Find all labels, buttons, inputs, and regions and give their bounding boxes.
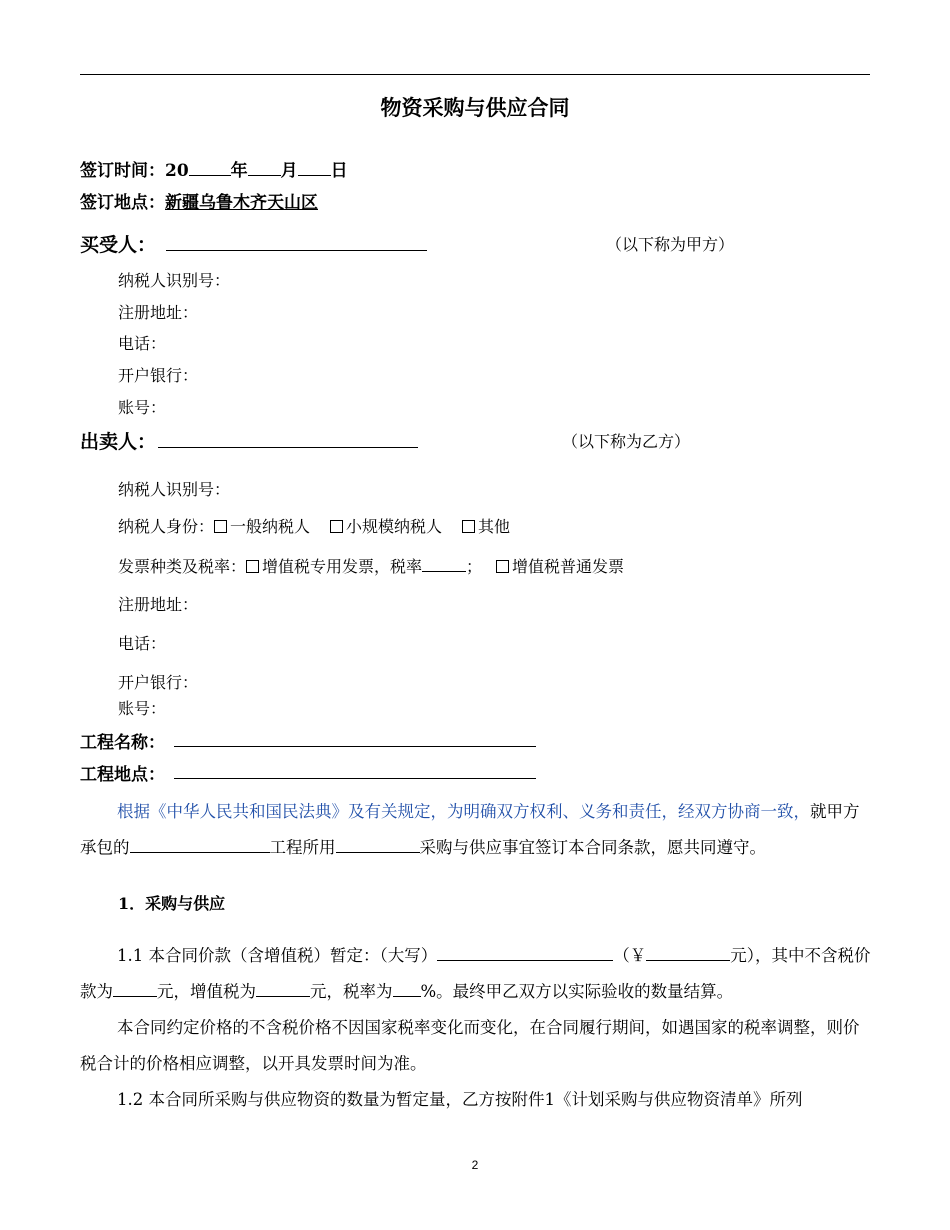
small-taxpayer-label: 小规模纳税人: [346, 517, 443, 536]
clause-1-1-text3: 元），其中不含税价款为: [80, 946, 871, 1001]
sign-place-value: 新疆乌鲁木齐天山区: [165, 193, 318, 213]
sign-place-line: [80, 188, 318, 213]
vat-special-invoice-label: 增值税专用发票，税率: [262, 557, 423, 576]
seller-invoice-type: [118, 553, 624, 577]
sign-year-prefix: 20: [165, 161, 189, 181]
seller-alias: （以下称为乙方）: [562, 432, 691, 451]
general-taxpayer-label: 一般纳税人: [230, 517, 311, 536]
buyer-taxpayer-id: 纳税人识别号：: [118, 271, 231, 290]
clause-1-1-text6: %。最终甲乙双方以实际验收的数量结算。: [420, 982, 734, 1001]
small-taxpayer-checkbox[interactable]: [330, 520, 343, 533]
preamble-legal-basis: 根据《中华人民共和国民法典》及有关规定，为明确双方权利、义务和责任，经双方协商一致，: [117, 802, 810, 821]
contractor-project-blank[interactable]: [130, 834, 270, 853]
sign-place-label: 签订地点：: [80, 193, 165, 213]
sign-month-label: 月: [280, 161, 298, 181]
seller-name-blank[interactable]: [158, 447, 418, 448]
page-number: 2: [471, 1158, 479, 1172]
price-figure-blank[interactable]: [646, 942, 730, 961]
vat-general-invoice-label: 增值税普通发票: [512, 557, 625, 576]
buyer-bank: 开户银行：: [118, 366, 199, 385]
price-words-blank[interactable]: [437, 942, 613, 961]
buyer-name-blank[interactable]: [166, 250, 427, 251]
seller-account: 账号：: [118, 699, 167, 718]
other-taxpayer-label: 其他: [478, 517, 511, 536]
project-name-blank[interactable]: [174, 746, 536, 747]
buyer-label: 买受人：: [80, 234, 157, 256]
clause-1-1-text4: 元，增值税为: [157, 982, 256, 1001]
buyer-account: 账号：: [118, 398, 167, 417]
seller-label: 出卖人：: [80, 431, 157, 453]
buyer-address: 注册地址：: [118, 303, 199, 322]
project-name-label: 工程名称：: [80, 733, 165, 753]
sign-time-label: 签订时间：: [80, 161, 165, 181]
invoice-separator: ；: [466, 557, 483, 576]
seller-taxpayer-id: 纳税人识别号：: [118, 480, 231, 499]
seller-phone: 电话：: [118, 634, 167, 653]
buyer-alias: （以下称为甲方）: [606, 235, 735, 254]
clause-1-1: [80, 938, 872, 1010]
preamble-text2: 工程所用: [269, 838, 336, 857]
preamble-text3: 采购与供应事宜签订本合同条款，愿共同遵守。: [419, 838, 766, 857]
seller-bank: 开户银行：: [118, 673, 199, 692]
vat-general-invoice-checkbox[interactable]: [496, 560, 509, 573]
vat-special-invoice-checkbox[interactable]: [246, 560, 259, 573]
seller-address: 注册地址：: [118, 595, 199, 614]
header-rule: [80, 74, 870, 75]
clause-price-adjustment: 本合同约定价格的不含税价格不因国家税率变化而变化，在合同履行期间，如遇国家的税率调整，则价税合计的价格相应调整，以开具发票时间为准。: [80, 1018, 860, 1073]
material-blank[interactable]: [336, 834, 420, 853]
general-taxpayer-checkbox[interactable]: [214, 520, 227, 533]
buyer-phone: 电话：: [118, 334, 167, 353]
preamble-paragraph: [80, 794, 872, 866]
project-place-label: 工程地点：: [80, 765, 165, 785]
clause-1-1-text2: （￥: [613, 946, 647, 965]
other-taxpayer-checkbox[interactable]: [462, 520, 475, 533]
seller-taxpayer-type: [118, 514, 510, 537]
project-place-blank[interactable]: [174, 778, 536, 779]
sign-day-blank[interactable]: [298, 157, 331, 176]
sign-time-line: [80, 156, 348, 181]
clause-1-2: 1.2 本合同所采购与供应物资的数量为暂定量，乙方按附件1《计划采购与供应物资清单》所列: [117, 1090, 803, 1109]
tax-rate-blank[interactable]: [422, 553, 466, 572]
sign-month-blank[interactable]: [248, 157, 281, 176]
taxpayer-type-label: 纳税人身份：: [118, 517, 215, 536]
clause-1-1-text5: 元，税率为: [310, 982, 393, 1001]
clause-1-1-text1: 1.1 本合同价款（含增值税）暂定：（大写）: [117, 946, 438, 965]
tax-rate-percent-blank[interactable]: [393, 978, 421, 997]
invoice-type-label: 发票种类及税率：: [118, 557, 247, 576]
preamble-text1: 就甲方承包的: [80, 802, 860, 857]
sign-year-label: 年: [230, 161, 248, 181]
document-title: 物资采购与供应合同: [380, 95, 570, 120]
pretax-price-blank[interactable]: [113, 978, 157, 997]
sign-year-blank[interactable]: [189, 157, 231, 176]
vat-amount-blank[interactable]: [256, 978, 310, 997]
section1-heading: 1．采购与供应: [118, 894, 226, 913]
sign-day-label: 日: [330, 161, 348, 181]
